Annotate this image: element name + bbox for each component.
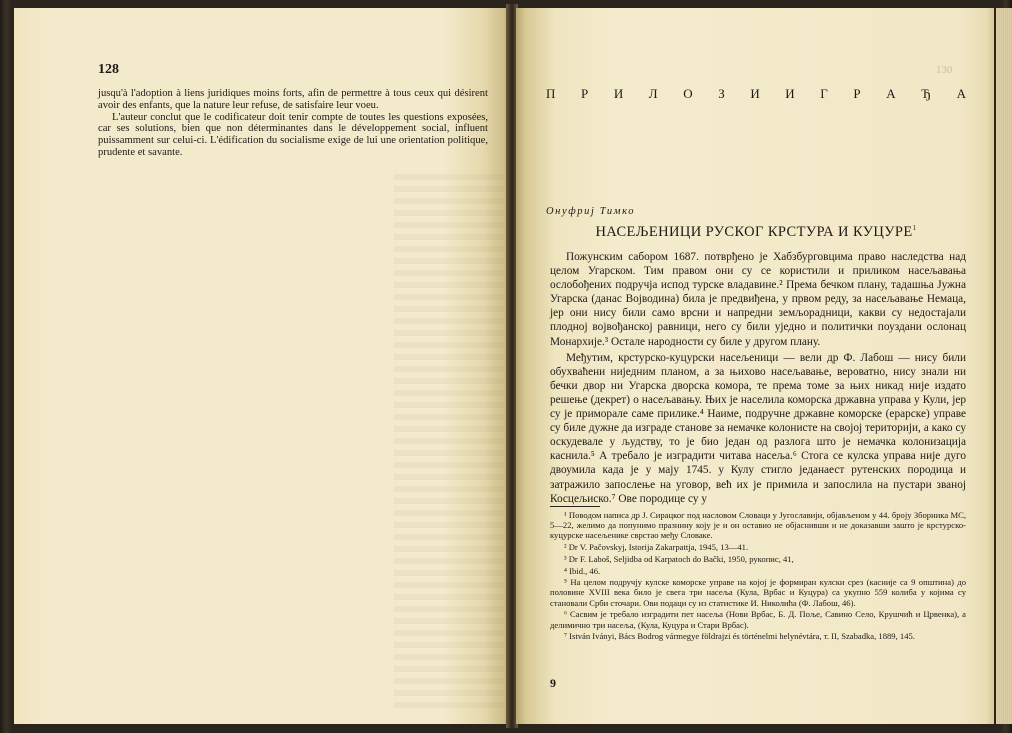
footnote: ⁷ István Iványi, Bács Bodrog vármegye földrajzi és történelmi helynévtára, т. II, Szabadka, 1889, 145.	[564, 631, 915, 642]
left-page-number: 128	[98, 62, 119, 77]
header-letter: И	[750, 86, 760, 101]
header-letter: З	[718, 86, 725, 101]
footnote: ¹ Поводом написа др Ј. Сирацког под насловом Словаци у Југославији, објављеном у 44. броју Зборника МС, 5—22, желимо да попунимо празнину коју је и он оставио не објаснивши и не доказавши зашто је крстурско-куцурске насељенике сврстао међу Словаке.	[550, 510, 966, 541]
footnote: ⁶ Сасвим је требало изградити пет насеља (Нови Врбас, Б. Д. Поље, Савино Село, Крушчић и Црвенка), а делимично три насеља, (Кула, Куцура и Стари Врбас).	[550, 609, 966, 630]
french-summary	[98, 88, 488, 159]
header-letter: А	[886, 86, 896, 101]
footnote: ² Dr V. Pačovskyj, Istorija Zakarpattja, 1945, 13—41.	[564, 542, 749, 553]
title-note-marker: 1	[912, 224, 917, 233]
header-letter: Р	[853, 86, 861, 101]
header-letter: И	[785, 86, 795, 101]
body-paragraph: Пожунским сабором 1687. потврђено је Хабзбурговцима право наследства над целом Угарском. Тим правом они су се користили и приликом насељавања ослобођених подручја испод турске владавине.² Према бечком плану, тадашња Јужна Угарска (данас Војводина) била је предвиђена, у првом реду, за насељавање Немаца, јер они нису били само врсни и напредни земљорадници, какви су недостајали плодној војвођанској равници, него су били уједно и политички поуздани ослонац Монархије.³ Остале народности су биле у другом плану.	[550, 251, 966, 348]
right-page	[516, 8, 994, 724]
footnote: ³ Dr F. Laboš, Seljidba od Karpatoch do Bački, 1950, рукопис, 41,	[564, 553, 794, 564]
summary-paragraph: jusqu'à l'adoption à liens juridiques moins forts, afin de permettre à tous ceux qui désirent avoir des enfants, que la nature leur refuse, de satisfaire leur voeu.	[98, 88, 488, 111]
footnote-rule	[550, 506, 600, 507]
header-letter: Р	[580, 86, 589, 101]
section-header	[546, 86, 966, 102]
header-letter: О	[683, 86, 693, 101]
header-letter: И	[613, 86, 624, 101]
body-paragraph: Међутим, крстурско-куцурски насељеници — вели др Ф. Лабош — нису били обухваћени ниједним планом, а за њихово насељавање, вероватно, нису знали ни бечки двор ни Угарска дворска комора, те према томе за њих никад није издато решење (декрет) о насељавању. Њих је населила коморска државна управа у Кули, јер су је приморале саме прилике.⁴ Наиме, подручне државне коморске (ерарске) управе су биле дужне да изграде станове за немачке колонисте на својој територији, а како су оскудевале у људству, то је био један од разлога што је немачка колонизација каснила.⁵ А требало је изградити читава насеља.⁶ Стога се кулска управа није дуго двоумила када је у мају 1745. у Кулу стигло једанаест рутенских породица и затражило запослење на уговор, већ их је примила и запослила на пустари званој Косцељиско.⁷ Ове породице су у	[550, 351, 966, 505]
header-letter: Ђ	[921, 86, 931, 101]
page-edges	[996, 8, 1012, 724]
header-letter: Л	[648, 86, 658, 101]
header-letter: П	[546, 86, 556, 101]
header-letter: А	[956, 86, 966, 101]
header-letter: Г	[820, 86, 828, 101]
footnote: ⁴ Ibid., 46.	[564, 565, 601, 576]
article-title	[546, 224, 966, 241]
right-page-number: 9	[550, 676, 556, 690]
left-page	[14, 8, 508, 724]
article-author: Онуфриј Тимко	[546, 206, 636, 217]
show-through-texture	[394, 168, 504, 708]
summary-paragraph: L'auteur conclut que le codificateur doit tenir compte de toutes les questions exposées, car ses solutions, bien que non déterminantes dans le développement social, influent puissamment sur celui-ci. L'édification du socialisme exige de lui une orientation politique, prudente et savante.	[98, 111, 488, 158]
article-body	[550, 250, 966, 508]
footnotes	[550, 510, 966, 643]
ghost-page-number: 130	[936, 64, 953, 76]
footnote: ⁵ На целом подручју кулске коморске управе на којој је формиран кулски срез (касније са 9 општина) до половине XVIII века било је свега три насеља (Кула, Врбас и Куцура) са укупно 559 колиба у којима су становали Срби сточари. Ови подаци су из статистике И. Николића (Ф. Лабош, 46).	[550, 577, 966, 608]
article-title-text: НАСЕЉЕНИЦИ РУСКОГ КРСТУРА И КУЦУРЕ	[595, 224, 913, 240]
